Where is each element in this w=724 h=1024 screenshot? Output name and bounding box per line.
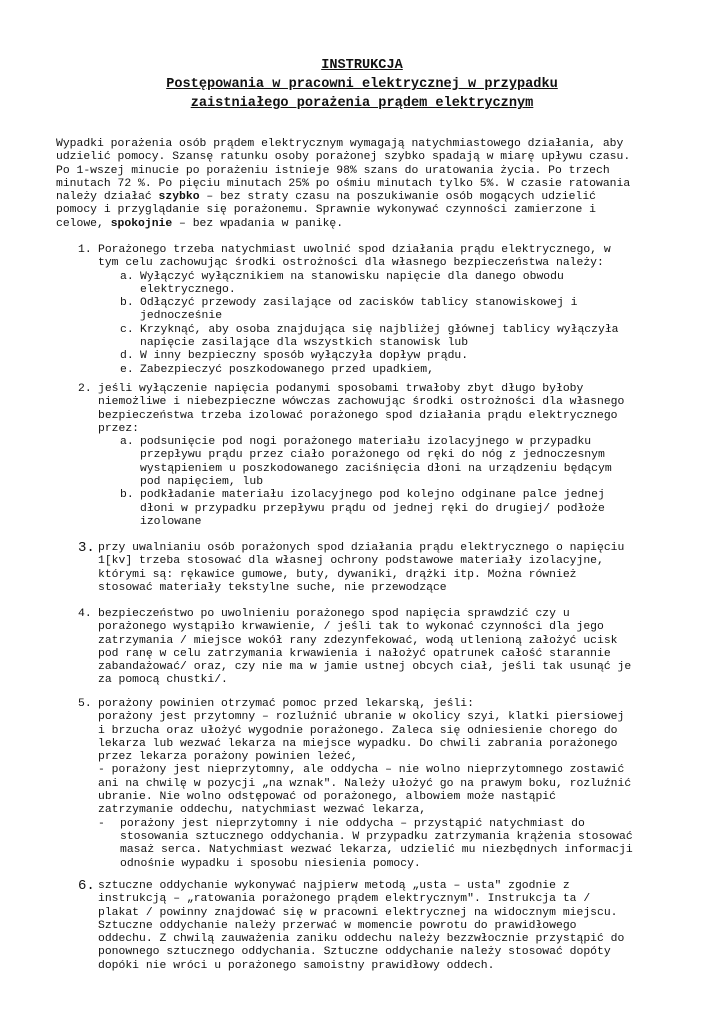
sub-item-line: Wyłączyć wyłącznikiem na stanowisku napięcie dla danego obwodu [140,270,564,283]
item-body [98,383,678,529]
sub-item-e [98,364,678,377]
emphasis-spokojnie: spokojnie [110,217,173,230]
item-line: ponownego sztucznego oddychania. Sztuczne oddychanie należy stosować dopóty [98,946,611,959]
item-line: niemożliwe i niebezpieczne wówczas zachowując środki ostrożności dla własnego [98,396,625,409]
sub-item-line: wystąpieniem u poszkodowanego zaciśnięcia dłoni na urządzeniu będącym [140,462,612,475]
sub-item-label: a. [120,270,134,283]
sub-item-line: izolowane [140,515,202,528]
sub-item-b [98,489,678,529]
item-line: przez: [98,422,140,435]
sub-item-line: Odłączyć przewody zasilające od zacisków tablicy stanowiskowej i [140,297,578,310]
item-line: pod ranę w celu zatrzymania krwawienia i nałożyć opatrunek całość starannie [98,647,611,660]
item-line: bezpieczeństwa trzeba izolować porażonego spod działania prądu elektrycznego [98,409,618,422]
item-line: Sztuczne oddychanie należy przerwać w momencie powrotu do prawidłowego [98,919,577,932]
dash-item-line: stosowania sztucznego oddychania. W przypadku zatrzymania krążenia stosować [120,830,633,843]
item-line: plakat / powinny znajdować się w pracowni elektrycznej na widocznym miejscu. [98,906,618,919]
item-line: - porażony jest nieprzytomny, ale oddycha – nie wolno nieprzytomnego zostawić [98,764,625,777]
dash-bullet: - [98,817,105,830]
item-line: zatrzymanie oddechu, natychmiast wezwać lekarza, [98,804,427,817]
intro-text: – bez wpadania w panikę. [172,217,344,230]
item-line: przy uwalnianiu osób porażonych spod działania prądu elektrycznego o napięciu [98,542,625,554]
item-body [98,542,678,595]
title-line-1: INSTRUKCJA [321,58,403,73]
document-title [56,56,668,113]
sub-item-a [98,271,678,298]
sub-item-line: napięcie zasilające dla wszystkich stanowisk lub [140,337,469,350]
item-line: i brzucha oraz ułożyć wygodnie porażonego. Zaleca się odniesienie chorego do [98,724,618,737]
item-line: ani na chwilę w pozycji „na wznak". Należy ułożyć go na prawym boku, rozluźnić [98,777,632,790]
item-line: tym celu zachowując środki ostrożności dla własnego bezpieczeństwa należy: [98,257,604,270]
sub-item-line: W inny bezpieczny sposób wyłączyła dopływ prądu. [140,350,469,363]
item-line: jeśli wyłączenie napięcia podanymi sposobami trwałoby zbyt długo byłoby [98,383,584,395]
sub-item-line: jednocześnie [140,310,223,323]
item-line: przez lekarza porażony powinien leżeć, [98,751,358,764]
item-line: bezpieczeństwo po uwolnieniu porażonego spod napięcia sprawdzić czy u [98,608,570,620]
item-number: 4. [78,608,92,620]
item-line: 1[kv] trzeba stosować dla własnej ochrony podstawowe materiały izolacyjne, [98,555,604,568]
sub-item-line: dłoni w przypadku przepływu prądu od jednej ręki do drugiej/ podłoże [140,502,605,515]
intro-text: należy działać [56,191,159,204]
intro-text: celowe, [56,217,111,230]
sub-item-b [98,297,678,324]
item-line: porażonego wystąpiło krwawienie, / jeśli tak to wykonać czynności dla jego [98,621,604,634]
dash-item-line: masaż serca. Natychmiast wezwać lekarza, udzielić mu niezbędnych informacji [120,844,633,857]
intro-line: Po 1-wszej minucie po porażeniu istnieje 98% szans do uratowania życia. Po trzech [56,164,610,177]
sub-item-line: elektrycznego. [140,283,236,296]
item-line: dopóki nie wróci u porażonego samoistny prawidłowy oddech. [98,959,495,972]
sub-item-line: podkładanie materiału izolacyjnego pod kolejno odginane palce jednej [140,489,605,502]
intro-line: udzielić pomocy. Szansę ratunku osoby porażonej szybko spadają w miarę upływu czasu. [56,151,631,164]
title-line-2: Postępowania w pracowni elektrycznej w przypadku [166,77,558,92]
item-line: stosować materiały tekstylne suche, nie przewodzące [98,581,447,594]
item-number: 1. [78,244,92,256]
sub-item-line: Zabezpieczyć poszkodowanego przed upadkiem, [140,363,434,376]
intro-line [56,191,672,204]
intro-line: Wypadki porażenia osób prądem elektrycznym wymagają natychmiastowego działania, aby [56,138,624,150]
item-body [98,608,678,688]
item-body [98,880,678,973]
item-line: porażony jest przytomny – rozluźnić ubranie w okolicy szyi, klatki piersiowej [98,711,625,724]
intro-line: pomocy i przyglądanie się porażonemu. Sprawnie wykonywać czynności zamierzone i [56,204,597,217]
sub-item-label: b. [120,489,134,502]
dash-item-line: porażony jest nieprzytomny i nie oddycha – przystąpić natychmiast do [120,817,585,830]
dash-item-line: odnośnie wypadku i sposobu niesienia pomocy. [120,857,421,870]
sub-item-line: podsunięcie pod nogi porażonego materiału izolacyjnego w przypadku [140,436,592,449]
item-line: ubranie. Nie wolno odstępować od porażonego, albowiem może nastąpić [98,791,556,804]
sub-item-line: pod napięciem, lub [140,476,264,489]
item-body [98,698,678,871]
item-line: zatrzymania / miejsce wokół rany zdezynfekować, wodą utlenioną założyć ucisk [98,634,618,647]
intro-line [56,218,672,231]
item-line: Porażonego trzeba natychmiast uwolnić spod działania prądu elektrycznego, w [98,244,611,256]
dash-item [98,818,678,871]
sub-item-label: c. [120,323,134,336]
sub-item-d [98,350,678,363]
item-line: porażony powinien otrzymać pomoc przed lekarską, jeśli: [98,698,474,710]
item-line: instrukcją – „ratowania porażonego prądem elektrycznym". Instrukcja ta / [98,893,591,906]
intro-text: – bez straty czasu na poszukiwanie osób mogących udzielić [199,191,597,204]
sub-item-label: e. [120,363,134,376]
sub-item-line: Krzyknąć, aby osoba znajdująca się najbliżej głównej tablicy wyłączyła [140,323,619,336]
item-line: sztuczne oddychanie wykonywać najpierw metodą „usta – usta" zgodnie z [98,880,570,892]
item-line: zabandażować/ oraz, czy nie ma w jamie ustnej obcych ciał, jeśli tak usunąć je [98,661,632,674]
sub-item-line: przepływu prądu przez ciało porażonego od ręki do nóg z jednoczesnym [140,449,605,462]
emphasis-szybko: szybko [158,191,200,204]
item-number: 5. [78,698,92,710]
intro-paragraph [56,138,672,231]
item-line: oddechu. Z chwilą zauważenia zaniku oddechu należy bezzwłocznie przystąpić do [98,933,625,946]
item-line: za pomocą chustki/. [98,674,228,687]
title-line-3: zaistniałego porażenia prądem elektrycznym [190,96,534,111]
item-number: 6. [78,878,95,894]
item-number: 2. [78,383,92,395]
item-number: 3. [78,540,95,556]
item-line: lekarza lub wezwać lekarza na miejsce wypadku. Do chwili zabrania porażonego [98,737,618,750]
sub-item-label: d. [120,350,134,363]
item-body [98,244,678,377]
item-line: którymi są: rękawice gumowe, buty, dywaniki, drążki itp. Można również [98,568,577,581]
sub-item-a [98,436,678,489]
sub-item-label: b. [120,297,134,310]
sub-item-label: a. [120,436,134,449]
sub-item-c [98,324,678,351]
intro-line: minutach 72 %. Po pięciu minutach 25% po ośmiu minutach tylko 5%. W czasie ratowania [56,177,631,190]
